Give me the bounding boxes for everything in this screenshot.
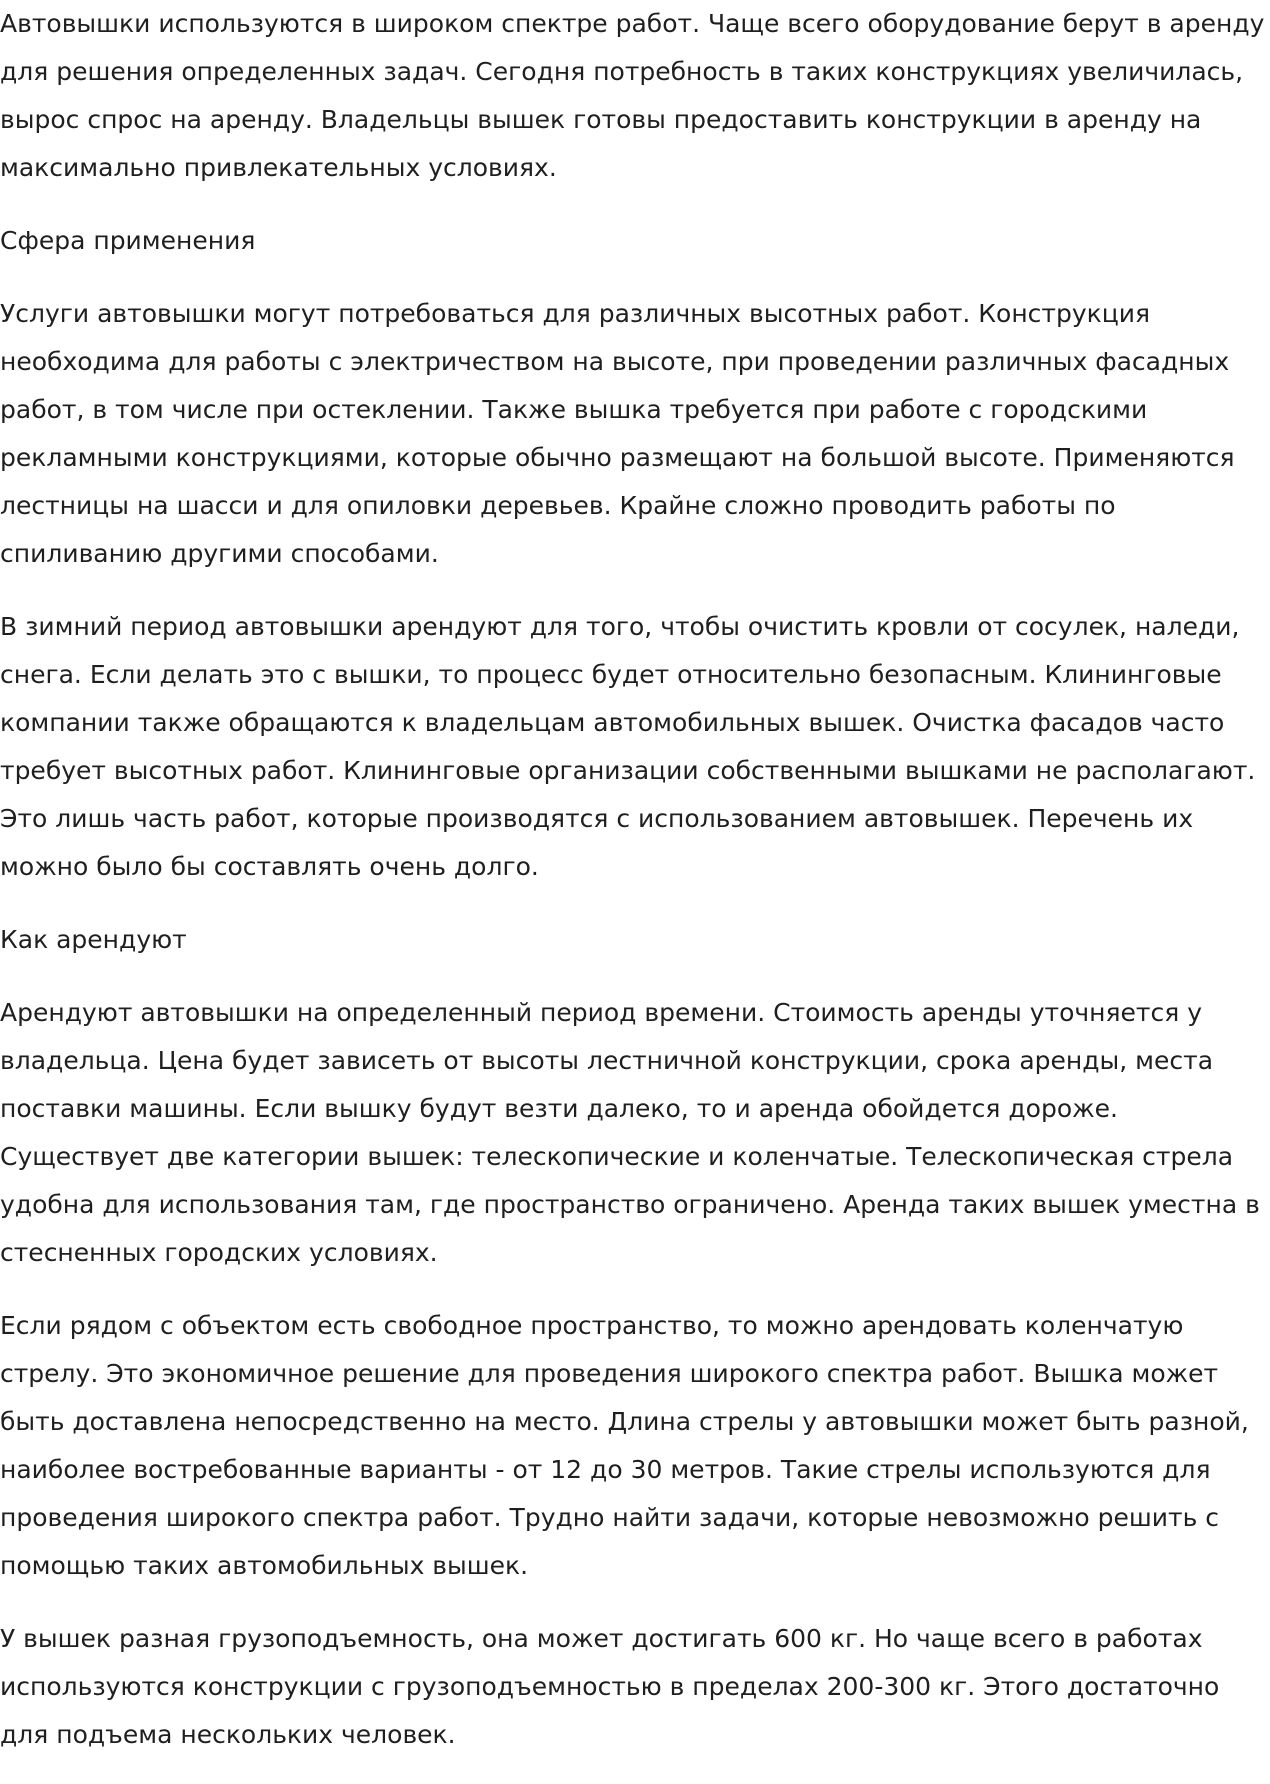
application-paragraph-1: Услуги автовышки могут потребоваться для различных высотных работ. Конструкция необходима для работы с электричеством на высоте, при проведении различных фасадных работ, в том числе при остеклении. Также вышка требуется при работе с городскими рекламными конструкциями, которые обычно размещают на большой высоте. Применяются лестницы на шасси и для опиловки деревьев. Крайне сложно проводить работы по спиливанию другими способами. — [0, 299, 1235, 568]
section-heading-application: Сфера применения — [0, 226, 256, 255]
application-paragraph-2: В зимний период автовышки арендуют для того, чтобы очистить кровли от сосулек, наледи, снега. Если делать это с вышки, то процесс будет относительно безопасным. Клининговые компании также обращаются к владельцам автомобильных вышек. Очистка фасадов часто требует высотных работ. Клининговые организации собственными вышками не располагают. Это лишь часть работ, которые производятся с использованием автовышек. Перечень их можно было бы составлять очень долго. — [0, 612, 1256, 881]
rent-paragraph-2: Если рядом с объектом есть свободное пространство, то можно арендовать коленчатую стрелу. Это экономичное решение для проведения широкого спектра работ. Вышка может быть доставлена непосредственно на место. Длина стрелы у автовышки может быть разной, наиболее востребованные варианты - от 12 до 30 метров. Такие стрелы используются для проведения широкого спектра работ. Трудно найти задачи, которые невозможно решить с помощью таких автомобильных вышек. — [0, 1311, 1249, 1580]
rent-paragraph-1: Арендуют автовышки на определенный период времени. Стоимость аренды уточняется у владельца. Цена будет зависеть от высоты лестничной конструкции, срока аренды, места поставки машины. Если вышку будут везти далеко, то и аренда обойдется дороже. Существует две категории вышек: телескопические и коленчатые. Телескопическая стрела удобна для использования там, где пространство ограничено. Аренда таких вышек уместна в стесненных городских условиях. — [0, 998, 1260, 1267]
section-heading-how-to-rent: Как арендуют — [0, 925, 187, 954]
rent-paragraph-3: У вышек разная грузоподъемность, она может достигать 600 кг. Но чаще всего в работах используются конструкции с грузоподъемностью в пределах 200-300 кг. Этого достаточно для подъема нескольких человек. — [0, 1624, 1220, 1749]
intro-paragraph: Автовышки используются в широком спектре работ. Чаще всего оборудование берут в аренду для решения определенных задач. Сегодня потребность в таких конструкциях увеличилась, вырос спрос на аренду. Владельцы вышек готовы предоставить конструкции в аренду на максимально привлекательных условиях. — [0, 9, 1265, 182]
